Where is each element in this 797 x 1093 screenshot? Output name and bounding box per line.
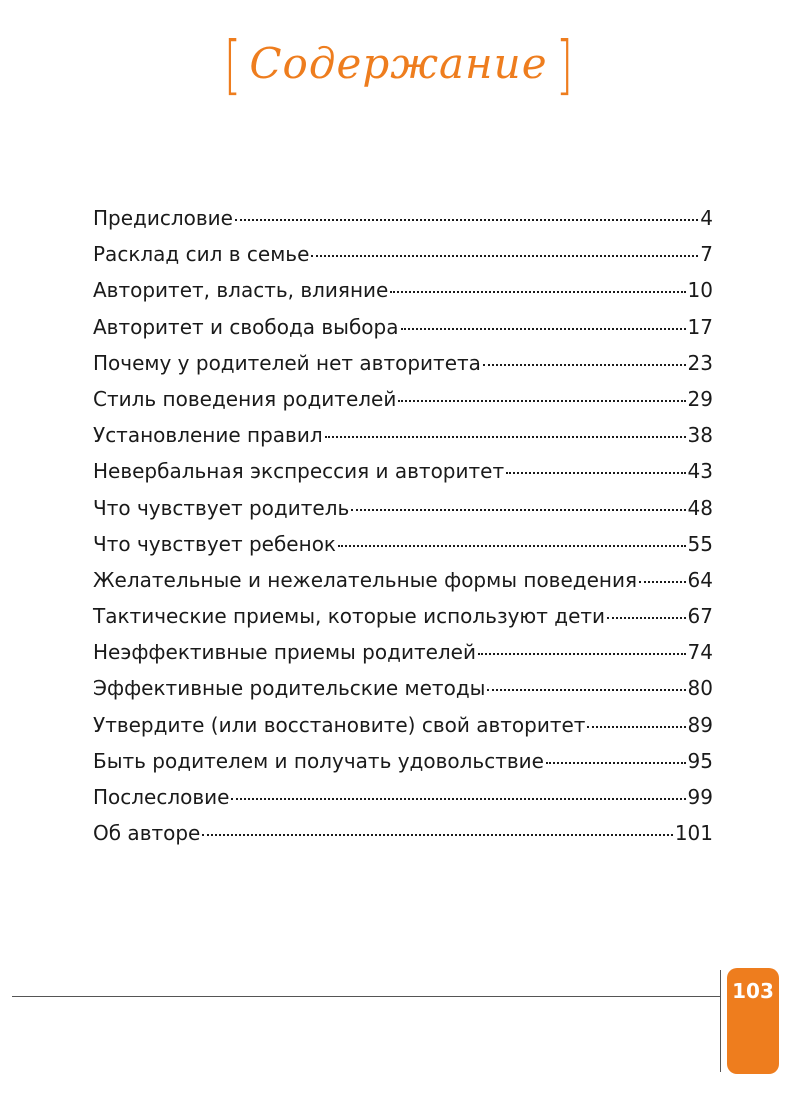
toc-entry[interactable]: [93, 743, 713, 779]
toc-entry[interactable]: [93, 598, 713, 634]
toc-entry-page: 29: [687, 386, 713, 411]
toc-entry-title: Желательные и нежелательные формы поведения: [93, 567, 638, 592]
toc-entry-title: Стиль поведения родителей: [93, 386, 397, 411]
toc-entry[interactable]: [93, 309, 713, 345]
toc-entry-title: Предисловие: [93, 206, 233, 230]
toc-entry-title: Что чувствует родитель: [93, 495, 350, 520]
toc-entry-title: Послесловие: [93, 785, 230, 809]
toc-entry-title: Что чувствует ребенок: [93, 531, 337, 556]
toc-entry-page: 89: [687, 712, 713, 737]
page-number: 103: [732, 979, 774, 1003]
toc-entry-page: 23: [687, 350, 713, 375]
toc-entry[interactable]: [93, 562, 713, 598]
toc-leader-dots: [487, 689, 685, 691]
toc-entry[interactable]: [93, 634, 713, 670]
toc-leader-dots: [235, 219, 698, 221]
toc-leader-dots: [351, 509, 685, 511]
toc-leader-dots: [338, 545, 686, 547]
title-block: [0, 26, 797, 106]
toc-leader-dots: [398, 400, 685, 402]
toc-entry-page: 48: [687, 495, 713, 520]
toc-entry[interactable]: [93, 453, 713, 489]
toc-leader-dots: [546, 762, 686, 764]
toc-leader-dots: [390, 291, 685, 293]
right-bracket-decoration: ]: [555, 29, 573, 103]
toc-leader-dots: [506, 472, 685, 474]
toc-entry-page: 74: [687, 640, 713, 665]
toc-entry[interactable]: [93, 490, 713, 526]
toc-entry-title: Быть родителем и получать удовольствие: [93, 748, 544, 773]
footer-rule: [12, 996, 721, 997]
toc-entry-page: 67: [687, 604, 713, 629]
toc-entry-page: 38: [687, 423, 713, 448]
left-bracket-decoration: [: [224, 29, 242, 103]
toc-leader-dots: [607, 617, 685, 619]
toc-entry-title: Утвердите (или восстановите) свой авторитет: [93, 712, 586, 737]
toc-entry-page: 43: [687, 459, 713, 484]
toc-entry-page: 17: [687, 314, 713, 339]
toc-entry-title: Тактические приемы, которые используют дети: [93, 604, 606, 629]
toc-leader-dots: [311, 255, 698, 257]
toc-entry[interactable]: [93, 779, 713, 815]
toc-entry-title: Неэффективные приемы родителей: [93, 640, 476, 665]
toc-leader-dots: [401, 328, 686, 330]
toc-entry[interactable]: [93, 345, 713, 381]
toc-entry[interactable]: [93, 272, 713, 308]
toc-leader-dots: [639, 581, 686, 583]
toc-entry-title: Авторитет, власть, влияние: [93, 278, 389, 303]
toc-entry-title: Расклад сил в семье: [93, 242, 310, 267]
page-title: [220, 29, 576, 103]
footer-vertical-rule: [720, 970, 721, 1072]
toc-entry[interactable]: [93, 417, 713, 453]
toc-entry-page: 80: [687, 676, 713, 701]
toc-entry-page: 10: [687, 278, 713, 303]
toc-entry-title: Авторитет и свобода выбора: [93, 314, 399, 339]
toc-entry[interactable]: [93, 707, 713, 743]
toc-entry-page: 99: [687, 785, 713, 809]
toc-entry-title: Эффективные родительские методы: [93, 676, 486, 701]
toc-leader-dots: [202, 834, 672, 836]
toc-entry-title: Невербальная экспрессия и авторитет: [93, 459, 505, 484]
toc-entry-title: Об авторе: [93, 821, 201, 846]
toc-leader-dots: [483, 364, 686, 366]
toc-entry-page: 95: [687, 748, 713, 773]
toc-entry[interactable]: [93, 236, 713, 272]
toc-entry-page: 4: [700, 206, 713, 230]
toc-entry-page: 64: [687, 567, 713, 592]
page-title-text: Содержание: [249, 38, 548, 88]
toc-entry[interactable]: [93, 815, 713, 851]
toc-entry[interactable]: [93, 381, 713, 417]
toc-entry-page: 55: [687, 531, 713, 556]
toc-entry-title: Установление правил: [93, 423, 323, 448]
toc-leader-dots: [325, 436, 686, 438]
toc-entry[interactable]: [93, 200, 713, 236]
table-of-contents: [93, 200, 713, 851]
toc-leader-dots: [478, 653, 686, 655]
toc-entry[interactable]: [93, 526, 713, 562]
toc-entry[interactable]: [93, 670, 713, 706]
toc-entry-page: 7: [700, 242, 713, 267]
toc-leader-dots: [231, 798, 685, 800]
toc-entry-page: 101: [674, 821, 713, 846]
toc-entry-title: Почему у родителей нет авторитета: [93, 350, 481, 375]
toc-leader-dots: [587, 726, 685, 728]
